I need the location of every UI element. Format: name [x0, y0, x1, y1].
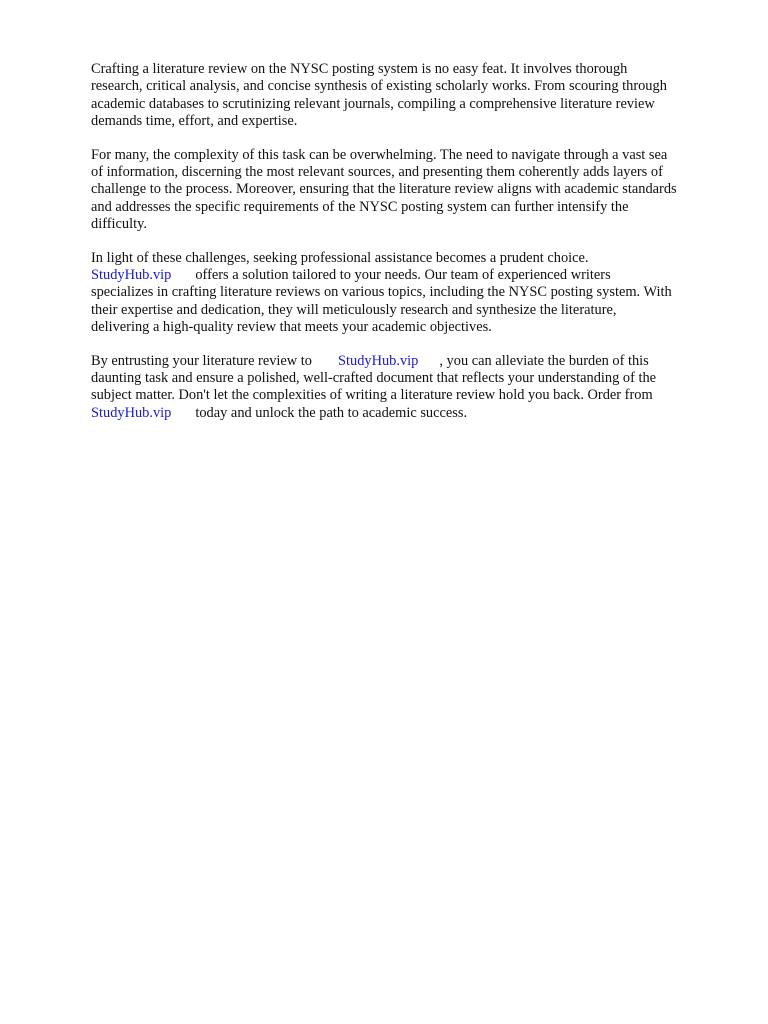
text-line: challenge to the process. Moreover, ensuring that the literature review aligns with academic standards	[91, 181, 677, 198]
text-line: research, critical analysis, and concise synthesis of existing scholarly works. From scouring through	[91, 78, 667, 95]
text-fragment: , you can alleviate the burden of this	[439, 352, 649, 369]
text-fragment: today and unlock the path to academic success.	[195, 404, 468, 421]
paragraph-call-to-action	[91, 353, 731, 422]
text-line: difficulty.	[91, 215, 147, 232]
text-line: academic databases to scrutinizing relevant journals, compiling a comprehensive literature review	[91, 95, 655, 112]
paragraph-complexity	[91, 147, 731, 233]
text-line: of information, discerning the most relevant sources, and presenting them coherently adds layers of	[91, 163, 663, 180]
text-line: delivering a high-quality review that meets your academic objectives.	[91, 318, 492, 335]
text-line	[91, 267, 731, 284]
studyhub-link[interactable]: StudyHub.vip	[338, 352, 419, 369]
text-fragment: offers a solution tailored to your needs. Our team of experienced writers	[195, 266, 611, 283]
text-line: subject matter. Don't let the complexities of writing a literature review hold you back. Order from	[91, 387, 653, 404]
paragraph-assistance	[91, 250, 731, 336]
studyhub-link[interactable]: StudyHub.vip	[91, 404, 172, 421]
text-line: and addresses the specific requirements of the NYSC posting system can further intensify the	[91, 198, 629, 215]
paragraph-intro	[91, 61, 731, 130]
document-body	[91, 61, 731, 438]
text-line: demands time, effort, and expertise.	[91, 112, 298, 129]
studyhub-link[interactable]: StudyHub.vip	[91, 266, 172, 283]
text-line: In light of these challenges, seeking professional assistance becomes a prudent choice.	[91, 249, 589, 266]
text-line: specializes in crafting literature reviews on various topics, including the NYSC posting system. With	[91, 284, 672, 301]
text-line: daunting task and ensure a polished, well-crafted document that reflects your understanding of the	[91, 369, 657, 386]
text-line: their expertise and dedication, they will meticulously research and synthesize the literature,	[91, 301, 617, 318]
text-line: For many, the complexity of this task can be overwhelming. The need to navigate through a vast sea	[91, 146, 668, 163]
text-fragment: By entrusting your literature review to	[91, 352, 312, 369]
text-line	[91, 405, 731, 422]
text-line: Crafting a literature review on the NYSC posting system is no easy feat. It involves thorough	[91, 61, 628, 77]
text-line	[91, 353, 731, 370]
